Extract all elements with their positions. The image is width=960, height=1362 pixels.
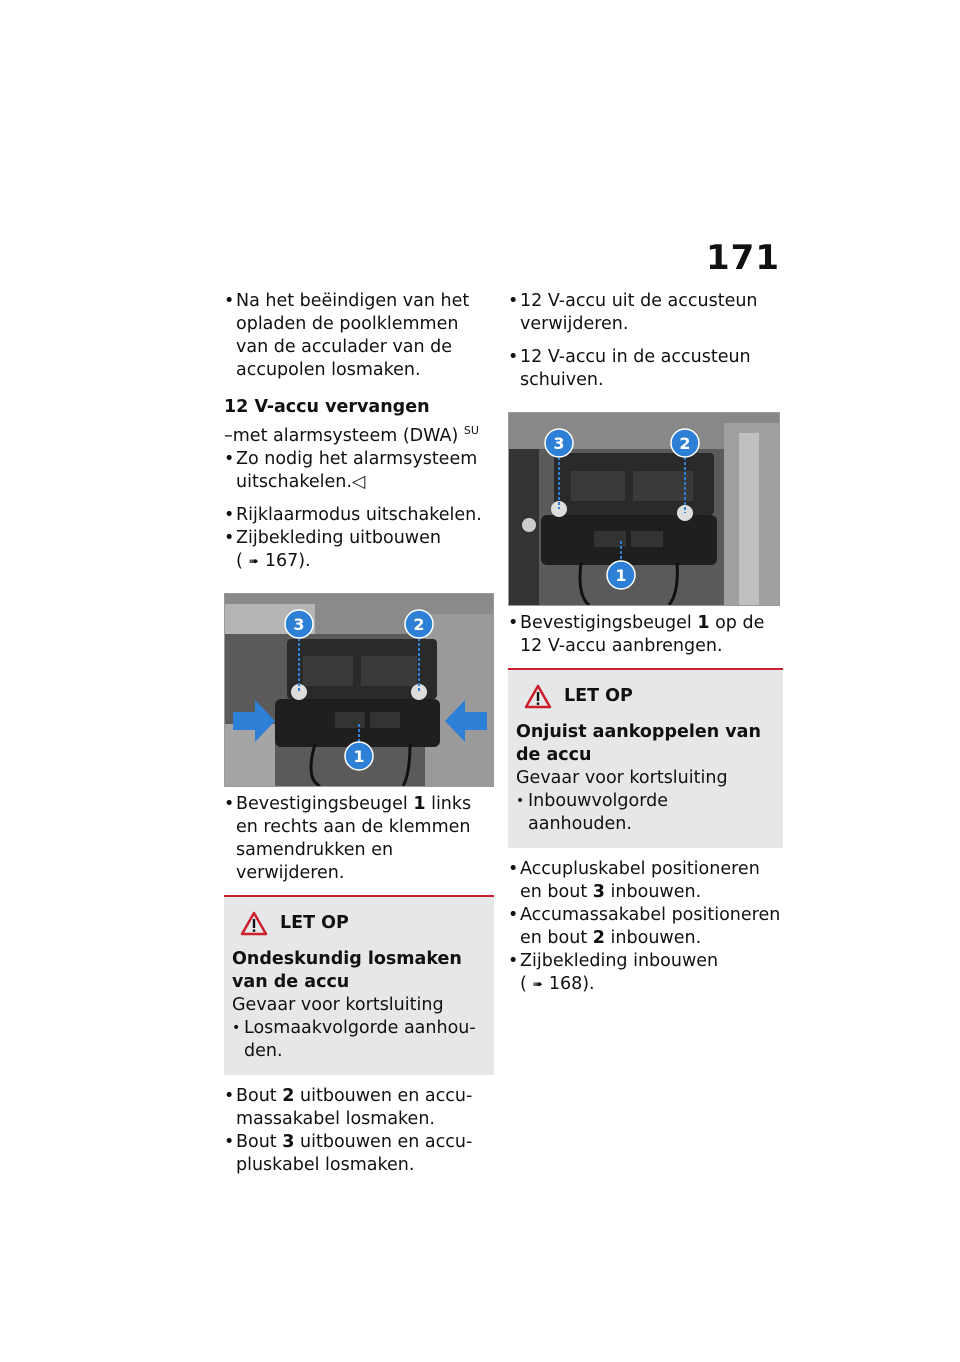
warning-box-disconnect (224, 895, 494, 1075)
page-ref-link[interactable]: 167). (264, 550, 311, 571)
image-marker-3: 3 (293, 614, 305, 634)
option-tag: SU (463, 424, 479, 437)
warning-item: • Inbouwvolgorde aanhouden. (516, 790, 775, 836)
warning-text: Gevaar voor kortsluiting (232, 994, 444, 1015)
warning-title: LET OP (280, 912, 349, 933)
warning-box-connect (508, 668, 783, 848)
step-connect-ground: • Accumassakabel positioneren en bout 2 inbouwen. (508, 904, 783, 950)
page-ref-link[interactable]: 168). (548, 974, 595, 994)
warning-subtitle: Onjuist aankoppelen van de accu (516, 722, 761, 765)
warning-item: • Losmaakvolgorde aanhouden. (232, 1017, 486, 1063)
battery-photo-remove (224, 593, 494, 787)
battery-photo-install (508, 412, 780, 606)
image-marker-1: 1 (353, 746, 365, 766)
step-remove-side-panel: • Zijbekleding uitbouwen ( ➠ 167). (224, 527, 494, 573)
warning-subtitle: Ondeskundig losmaken van de accu (232, 948, 462, 992)
step-unclamp-charger: • Na het beëindigen van het opladen de poolklemmen van de acculader van de accupolen losmaken. (224, 290, 494, 382)
page-number: 171 (706, 238, 780, 278)
section-subheading: –met alarmsysteem (DWA) $^{SU}$ (224, 424, 479, 446)
warning-triangle-icon (240, 911, 268, 936)
warning-title: LET OP (564, 686, 633, 706)
right-column (508, 290, 783, 1002)
step-attach-bracket: • Bevestigingsbeugel 1 op de 12 V-accu aanbrengen. (508, 612, 783, 658)
step-connect-positive: • Accupluskabel positioneren en bout 3 inbouwen. (508, 858, 783, 904)
section-heading: 12 V-accu vervangen (224, 397, 430, 417)
step-remove-bracket: • Bevestigingsbeugel 1 links en rechts aan de klemmen samendrukken en verwijderen. (224, 793, 494, 885)
step-remove-bolt-3: • Bout 3 uitbouwen en accupluskabel losmaken. (224, 1131, 494, 1177)
step-remove-bolt-2: • Bout 2 uitbouwen en accumassakabel losmaken. (224, 1085, 494, 1131)
step-remove-battery: • 12 V-accu uit de accusteun verwijderen. (508, 290, 783, 336)
page-ref-arrow-icon: ➠ (532, 977, 543, 991)
step-insert-battery: • 12 V-accu in de accusteun schuiven. (508, 346, 783, 392)
left-column (224, 290, 494, 1183)
image-marker-2: 2 (679, 434, 691, 453)
image-marker-3: 3 (553, 434, 565, 453)
warning-triangle-icon (524, 684, 552, 709)
step-disable-alarm: • Zo nodig het alarmsysteem uitschakelen.◁ (224, 448, 494, 494)
image-marker-2: 2 (413, 614, 425, 634)
warning-text: Gevaar voor kortsluiting (516, 768, 728, 788)
step-install-side-panel: • Zijbekleding inbouwen ( ➠ 168). (508, 950, 783, 996)
step-disable-ride-mode: • Rijklaarmodus uitschakelen. (224, 504, 494, 527)
page-ref-arrow-icon: ➠ (248, 553, 259, 568)
image-marker-1: 1 (615, 566, 627, 585)
